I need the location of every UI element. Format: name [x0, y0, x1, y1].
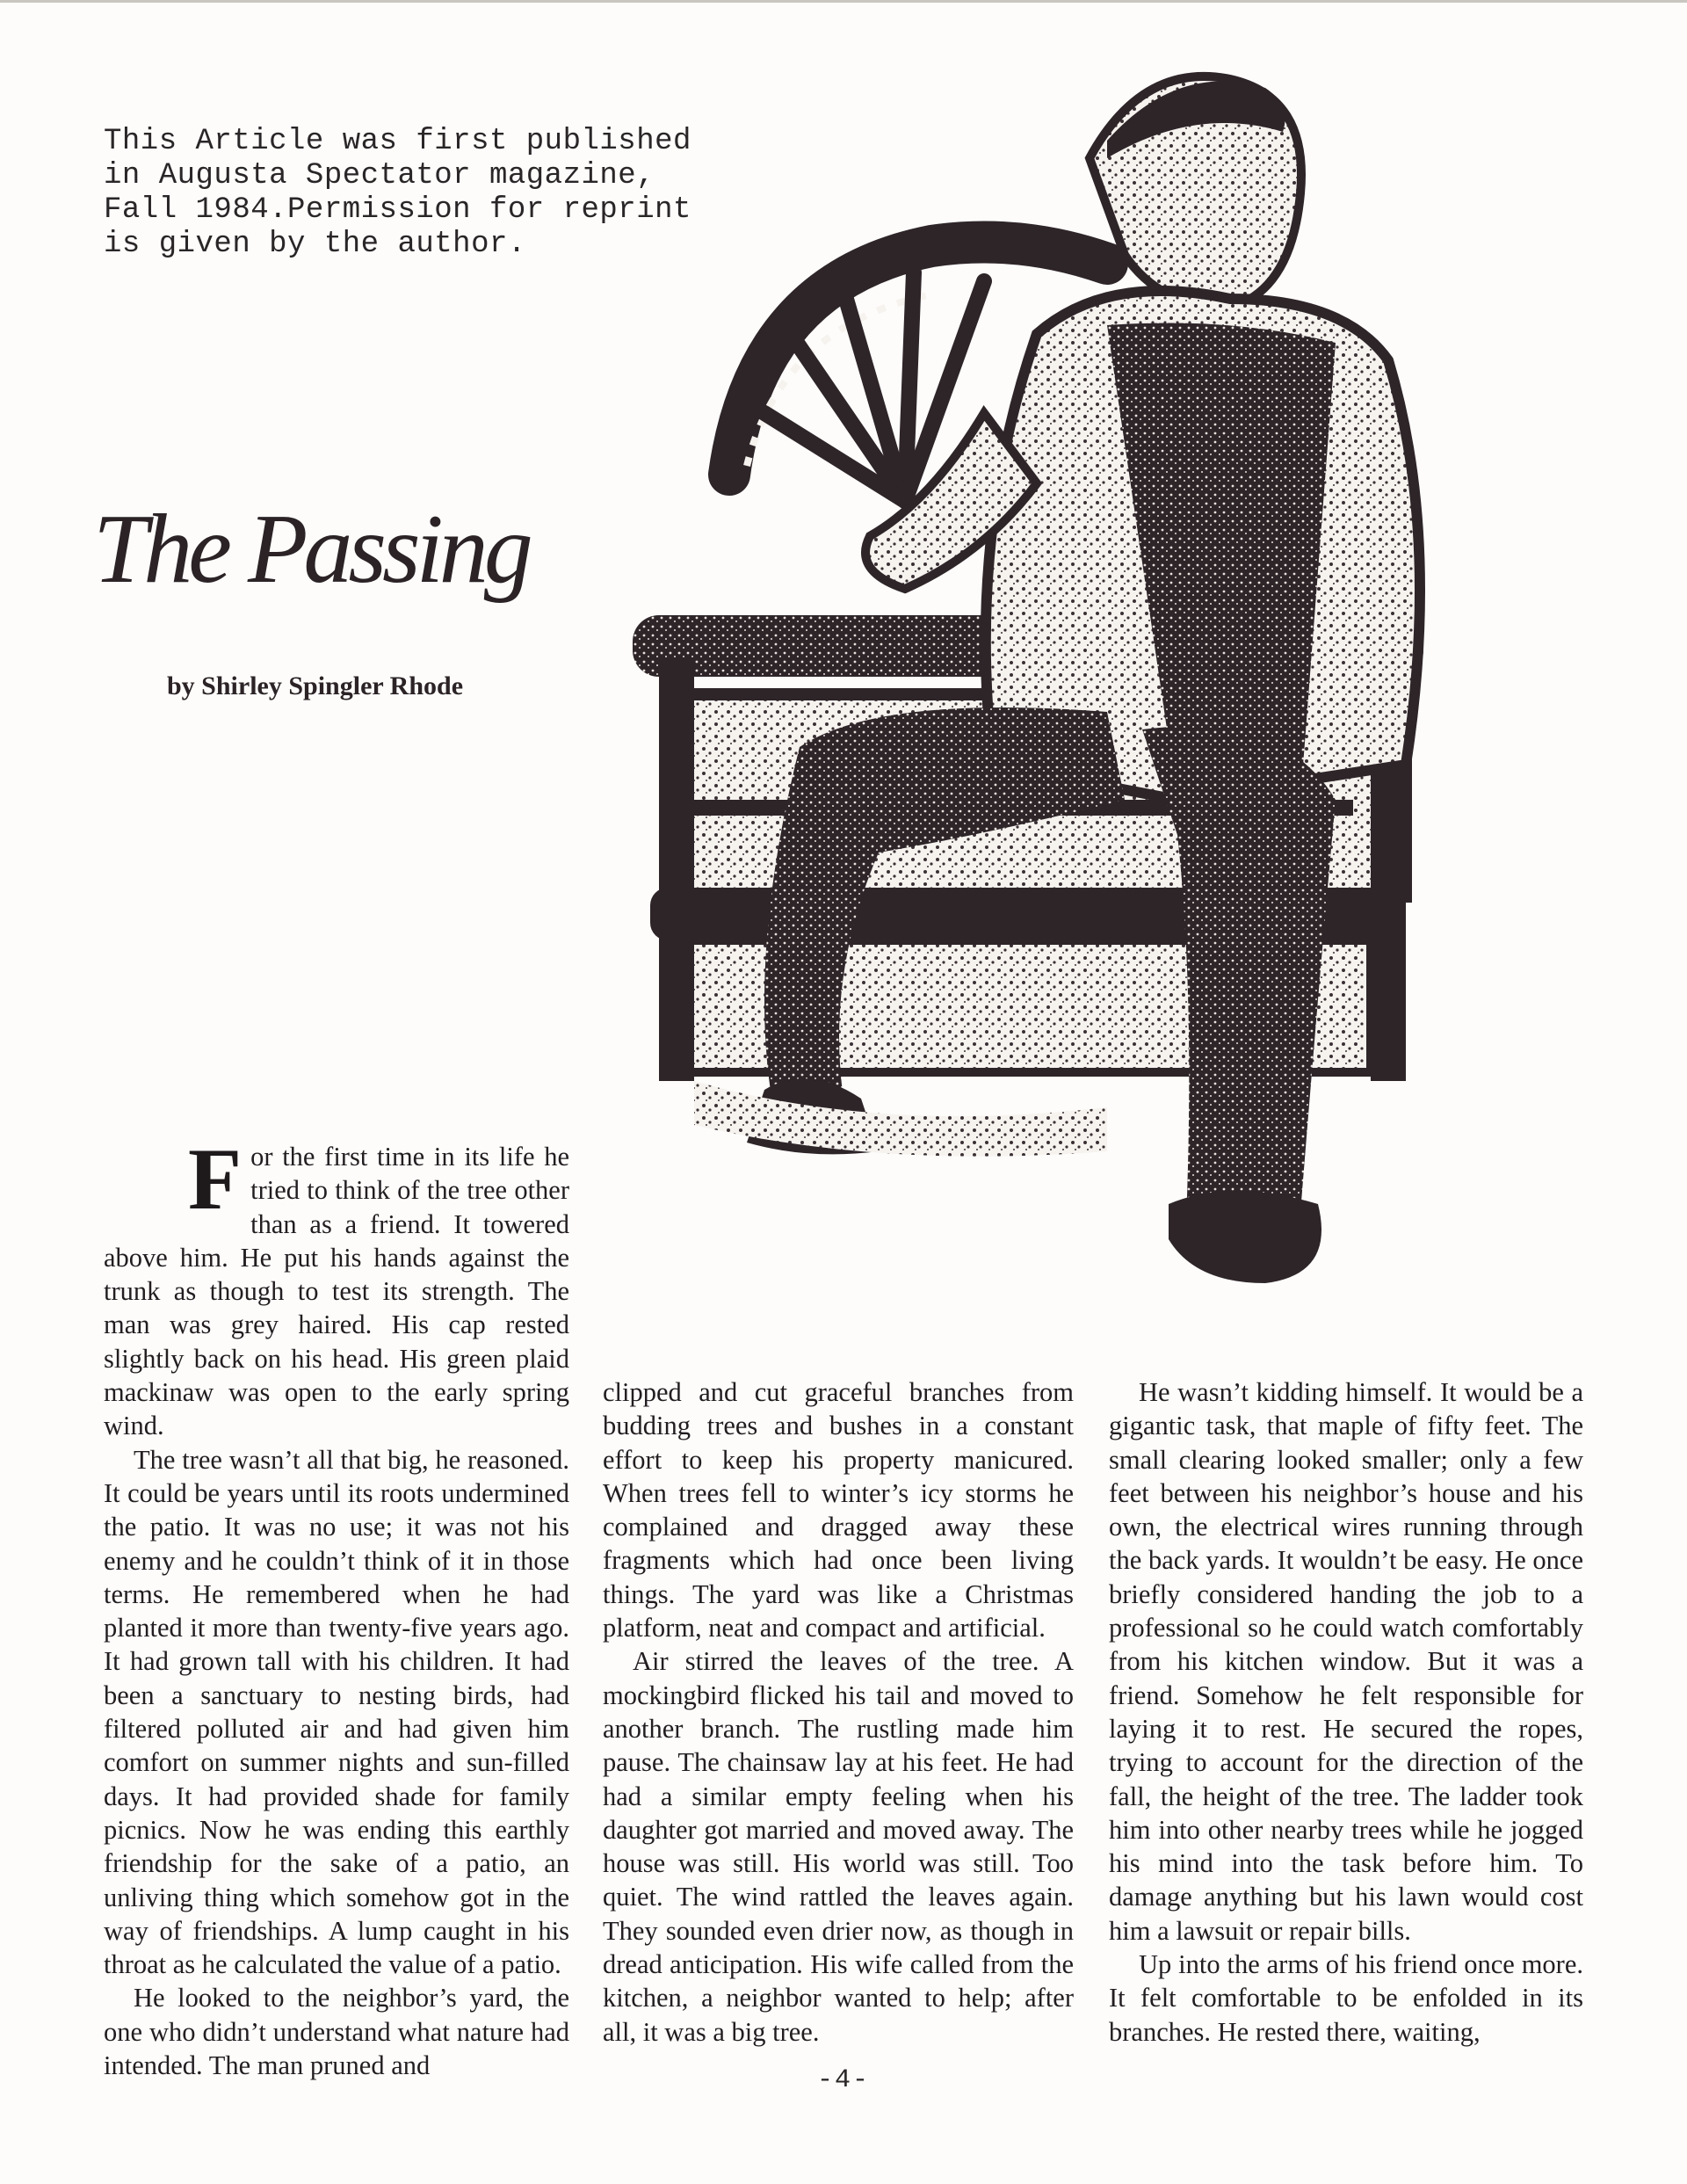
article-paragraph: Up into the arms of his friend once more. It felt comfortable to be enfolded in its branches. He rested there, waiting,	[1109, 1949, 1583, 2047]
article-column-3	[1109, 1375, 1583, 2049]
article-paragraph: Air stirred the leaves of the tree. A mockingbird flicked his tail and moved to another branch. The rustling made him pause. The chainsaw lay at his feet. He had had a similar empty feeling when his daughter got married and moved away. The house was still. His world was still. Too quiet. The wind rattled the leaves again. They sounded even drier now, as though in dread anticipation. His wife called from the kitchen, a neighbor wanted to help; after all, it was a big tree.	[603, 1646, 1074, 2047]
paragraph-text: or the first time in its life he tried to think of the tree other than as a friend. It towered above him. He put his hands against the trunk as though to test its strength. The man was grey haired. His cap rested slightly back on his head. His green plaid mackinaw was open to the early spring wind.	[104, 1142, 569, 1441]
article-title: The Passing	[93, 495, 529, 604]
ground-shading	[694, 1081, 1107, 1157]
reprint-notice-line: This Article was first published	[104, 125, 691, 158]
page-number: -4-	[817, 2065, 871, 2095]
reprint-notice-line: in Augusta Spectator magazine,	[104, 159, 655, 192]
article-column-1	[104, 1130, 569, 2082]
reprint-notice-line: Fall 1984.Permission for reprint	[104, 193, 691, 227]
seated-man-illustration	[615, 44, 1441, 1336]
article-paragraph: The tree wasn’t all that big, he reasoned. It could be years until its roots undermined the patio. It was no use; it was not his enemy and he couldn’t think of it in those terms. He remembered when he had planted it more than twenty-five years ago. It had grown tall with his children. It had been a sanctuary to nesting birds, had filtered polluted air and had given him comfort on summer nights and sun-filled days. It had provided shade for family picnics. Now he was ending this earthly friendship for the sake of a patio, an unliving thing which somehow got in the way of friendships. A lump caught in his throat as he calculated the value of a patio.	[104, 1444, 569, 1980]
article-column-2	[603, 1375, 1074, 2049]
article-paragraph: He wasn’t kidding himself. It would be a gigantic task, that maple of fifty feet. The small clearing looked smaller; only a few feet between his neighbor’s house and his own, the electrical wires running through the back yards. It wouldn’t be easy. He once briefly considered handing the job to a professional so he could watch comfortably from his kitchen window. But it was a friend. Somehow he felt responsible for laying it to rest. He secured the ropes, trying to account for the direction of the fall, the height of the tree. The ladder took him into other nearby trees while he jogged his mind into the task before him. To damage anything but his lawn would cost him a lawsuit or repair bills.	[1109, 1377, 1583, 1946]
article-byline: by Shirley Spingler Rhode	[167, 671, 464, 700]
article-paragraph: He looked to the neighbor’s yard, the one who didn’t understand what nature had intended. The man pruned and	[104, 1983, 569, 2081]
top-edge-rule	[0, 0, 1687, 3]
article-paragraph: clipped and cut graceful branches from budding trees and bushes in a constant effort to keep his property manicured. When trees fell to winter’s icy storms he complained and dragged away these fragments which had once been living things. The yard was like a Christmas platform, neat and compact and artificial.	[603, 1377, 1074, 1643]
article-paragraph	[104, 1130, 569, 1443]
drop-cap: F	[188, 1130, 243, 1228]
reprint-notice-line: is given by the author.	[104, 228, 526, 261]
